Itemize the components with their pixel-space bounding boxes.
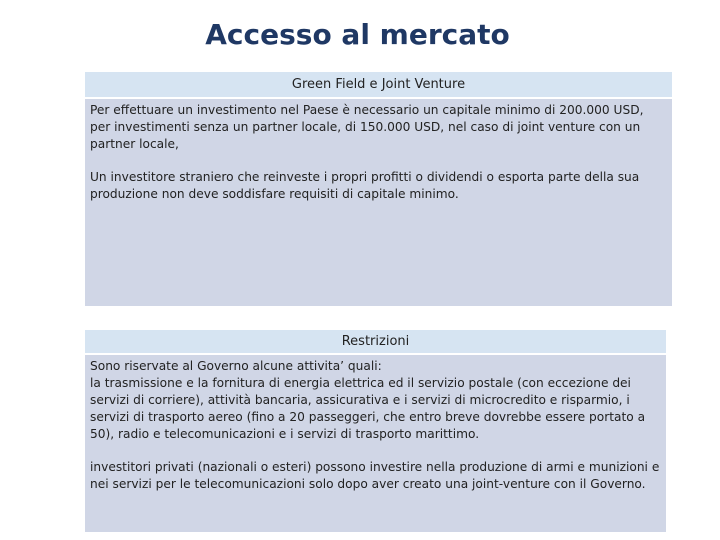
reserved-activities-paragraph: la trasmissione e la fornitura di energia elettrica ed il servizio postale (con eccezione dei servizi di corriere), attività bancaria, assicurativa e i servizi di microcredito e risparmio, i servizi di trasporto aereo (fino a 20 passeggeri, che entro breve dovrebbe essere portato a 50), radio e telecomunicazioni e i servizi di trasporto marittimo. (90, 376, 646, 441)
restrizioni-intro: Sono riservate al Governo alcune attivita’ quali: (90, 359, 382, 373)
private-investors-paragraph: investitori privati (nazionali o esteri) possono investire nella produzione di armi e munizioni e nei servizi per le telecomunicazioni solo dopo aver creato una joint-venture con il Governo. (90, 460, 660, 491)
slide-title: Accesso al mercato (205, 18, 510, 51)
green-field-joint-venture-box (85, 72, 672, 306)
green-field-joint-venture-text (90, 102, 666, 203)
capital-requirement-paragraph: Per effettuare un investimento nel Paese è necessario un capitale minimo di 200.000 USD, per investimenti senza un partner locale, di 150.000 USD, nel caso di joint venture con un partner locale, (90, 103, 644, 151)
restrizioni-heading: Restrizioni (85, 330, 666, 355)
reinvestment-paragraph: Un investitore straniero che reinveste i propri profitti o dividendi o esporta parte della sua produzione non deve soddisfare requisiti di capitale minimo. (90, 170, 640, 201)
green-field-joint-venture-heading: Green Field e Joint Venture (85, 72, 672, 99)
restrizioni-box (85, 330, 666, 532)
restrizioni-text (90, 358, 660, 493)
